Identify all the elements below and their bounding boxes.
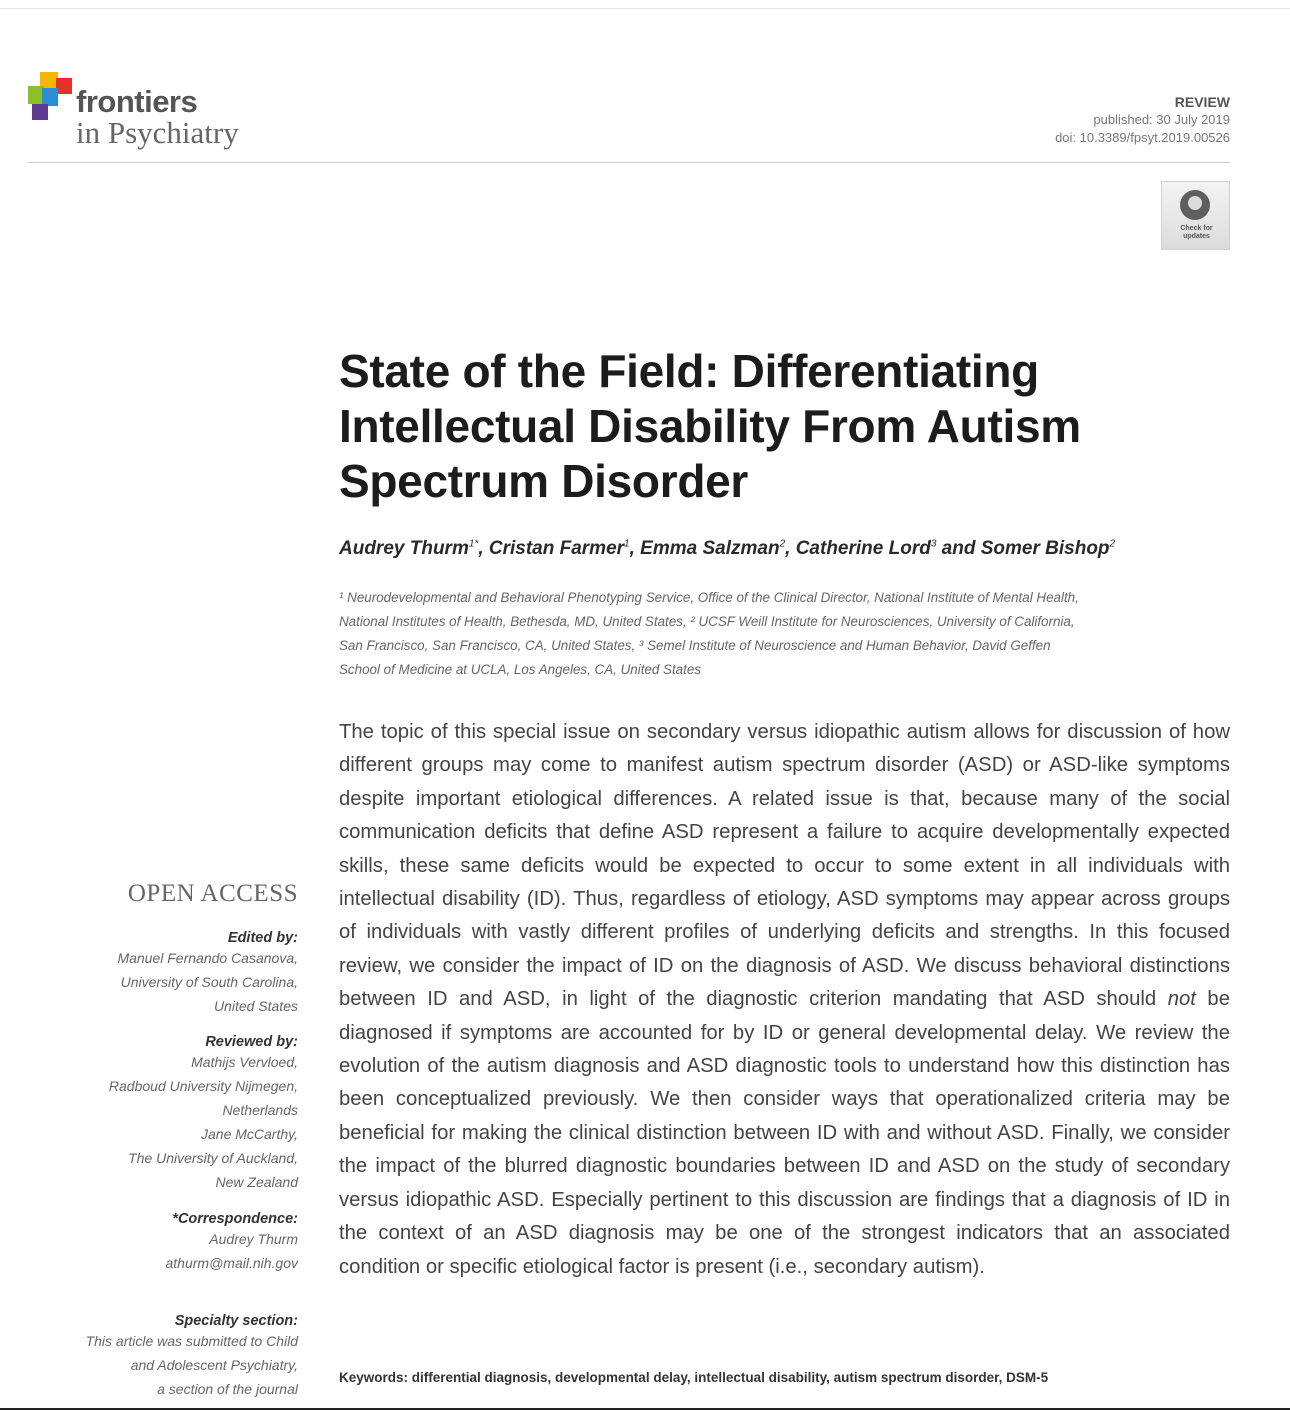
keywords: Keywords: differential diagnosis, developmental delay, intellectual disability, autism spectrum disorder, DSM-5 xyxy=(339,1370,1049,1385)
abstract: The topic of this special issue on secondary versus idiopathic autism allows for discussion of how different groups may come to manifest autism spectrum disorder (ASD) or ASD-like symptoms despite important etiological differences. A related issue is that, because many of the social communication deficits that define ASD represent a failure to acquire developmentally expected skills, these same deficits would be expected to occur to some extent in all individuals with intellectual disability (ID). Thus, regardless of etiology, ASD symptoms may appear across groups of individuals with vastly different profiles of underlying deficits and strengths. In this focused review, we consider the impact of ID on the diagnosis of ASD. We discuss behavioral distinctions between ID and ASD, in light of the diagnostic criterion mandating that ASD should not be diagnosed if symptoms are accounted for by ID or general developmental delay. We review the evolution of the autism diagnosis and ASD diagnostic tools to understand how this distinction has been conceptualized previously. We then consider ways that operationalized criteria may be beneficial for making the clinical distinction between ID with and without ASD. Finally, we consider the impact of the blurred diagnostic boundaries between ID and ASD on the study of secondary versus idiopathic ASD. Especially pertinent to this discussion are findings that a diagnosis of ID in the context of an ASD diagnosis may be one of the strongest indicators that an associated condition or specific etiological factor is present (i.e., secondary autism). xyxy=(339,721,1230,1278)
bottom-divider xyxy=(0,1408,1290,1410)
doi-link[interactable]: doi: 10.3389/fpsyt.2019.00526 xyxy=(1055,130,1230,145)
affiliation-line: ¹ Neurodevelopmental and Behavioral Phenotyping Service, Office of the Clinical Director, National Institute of Mental Health, xyxy=(339,590,1079,605)
correspondence-name: Audrey Thurm xyxy=(209,1231,298,1247)
specialty-heading: Specialty section: xyxy=(174,1313,298,1329)
specialty-line: This article was submitted to Child xyxy=(85,1333,298,1349)
logo-wordmark: frontiers xyxy=(76,84,198,119)
affiliation-line: San Francisco, San Francisco, CA, United States, ³ Semel Institute of Neuroscience and Human Behavior, David Geffen xyxy=(339,638,1051,653)
author-affiliation-marker: 2 xyxy=(779,538,786,550)
specialty-line: and Adolescent Psychiatry, xyxy=(130,1357,298,1373)
reviewed-by-heading: Reviewed by: xyxy=(205,1034,298,1050)
author-name: Emma Salzman xyxy=(640,538,780,559)
edited-by-heading: Edited by: xyxy=(227,930,298,946)
top-divider xyxy=(0,8,1290,9)
reviewer-line: Radboud University Nijmegen, xyxy=(108,1078,298,1094)
reviewer-line: Netherlands xyxy=(222,1102,298,1118)
frontiers-logo-icon xyxy=(28,72,74,122)
edited-by-section xyxy=(117,930,298,1018)
crossmark-icon xyxy=(1180,190,1210,220)
specialty-line: a section of the journal xyxy=(157,1381,298,1397)
author-affiliation-marker: 2 xyxy=(1109,538,1116,550)
author-name: Audrey Thurm xyxy=(339,538,469,559)
article-type: REVIEW xyxy=(1174,94,1230,110)
specialty-section xyxy=(86,1313,298,1401)
author-name: Cristan Farmer xyxy=(488,538,625,559)
published-date: published: 30 July 2019 xyxy=(1093,112,1230,127)
abstract-emphasis: not xyxy=(1167,988,1196,1011)
affiliations xyxy=(339,586,1229,682)
author-name: Catherine Lord xyxy=(795,538,931,559)
article-meta xyxy=(1055,93,1230,147)
author-affiliation-marker: 1* xyxy=(468,538,479,550)
reviewed-by-section xyxy=(109,1034,298,1194)
check-for-updates-button[interactable] xyxy=(1161,181,1230,250)
editor-line: Manuel Fernando Casanova, xyxy=(117,950,298,966)
journal-name: in Psychiatry xyxy=(76,115,239,150)
correspondence-heading: *Correspondence: xyxy=(172,1211,298,1227)
header-divider xyxy=(28,162,1230,163)
reviewer-line: Mathijs Vervloed, xyxy=(191,1054,298,1070)
affiliation-line: School of Medicine at UCLA, Los Angeles, CA, United States xyxy=(339,662,701,677)
author-affiliation-marker: 3 xyxy=(930,538,937,550)
author-affiliation-marker: 1 xyxy=(624,538,630,550)
open-access-label: OPEN ACCESS xyxy=(127,880,298,907)
author-name: Somer Bishop xyxy=(980,538,1110,559)
crossmark-label: Check for updates xyxy=(1180,225,1213,240)
editor-line: United States xyxy=(213,998,298,1014)
reviewer-line: Jane McCarthy, xyxy=(201,1126,298,1142)
author-list: Audrey Thurm$^{1*}$, Cristan Farmer$^1$, Emma Salzman$^2$, Catherine Lord$^3$ and Somer Bishop$^2$ xyxy=(339,538,1116,559)
affiliation-line: National Institutes of Health, Bethesda, MD, United States, ² UCSF Weill Institute for Neurosciences, University of California, xyxy=(339,614,1075,629)
reviewer-line: The University of Auckland, xyxy=(128,1150,298,1166)
article-title: State of the Field: Differentiating Intellectual Disability From Autism Spectrum Disorder xyxy=(339,345,1081,507)
reviewer-line: New Zealand xyxy=(215,1174,298,1190)
correspondence-email[interactable]: athurm@mail.nih.gov xyxy=(165,1255,298,1271)
editor-line: University of South Carolina, xyxy=(120,974,298,990)
correspondence-section xyxy=(166,1211,299,1275)
